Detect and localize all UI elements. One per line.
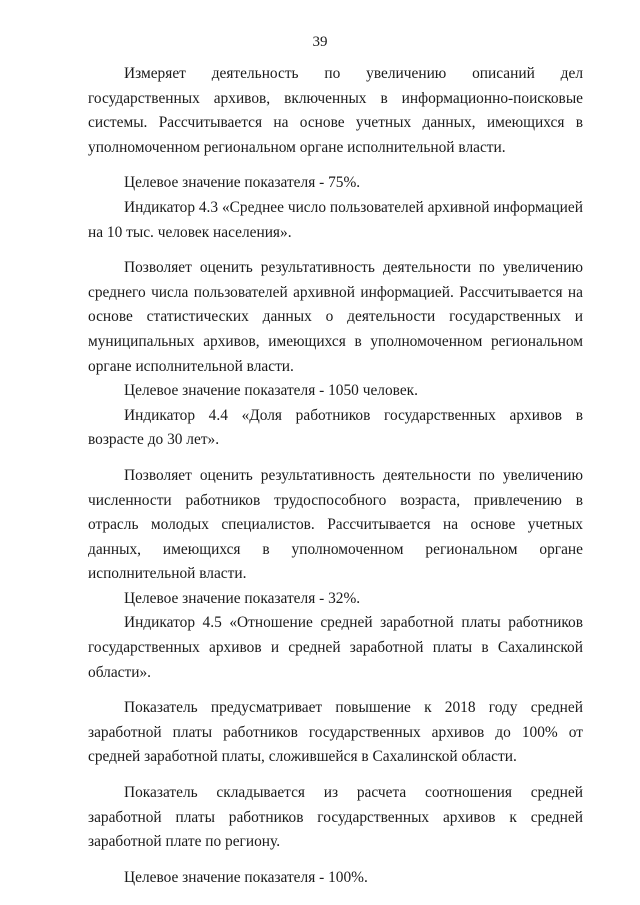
paragraph-target-value: Целевое значение показателя - 75%. — [124, 174, 361, 192]
paragraph-indicator-heading: Индикатор 4.4 «Доля работников государственных архивов в возрасте до 30 лет». — [88, 406, 583, 449]
paragraph-indicator-heading: Индикатор 4.5 «Отношение средней заработной платы работников государственных архивов и средней заработной платы в Сахалинской области». — [88, 614, 583, 681]
paragraph-archive-descriptions: Измеряет деятельность по увеличению описаний дел государственных архивов, включенных в информационно-поисковые системы. Рассчитывается на основе учетных данных, имеющихся в уполномоченном региональном органе исполнительной власти. — [88, 65, 583, 156]
page-number: 39 — [312, 34, 328, 50]
paragraph-indicator-description: Показатель предусматривает повышение к 2018 году средней заработной платы работников государственных архивов до 100% от средней заработной платы, сложившейся в Сахалинской области. — [88, 699, 583, 766]
document-body — [88, 62, 583, 890]
paragraph-target-value: Целевое значение показателя - 1050 человек. — [124, 382, 418, 400]
paragraph-indicator-description: Позволяет оценить результативность деятельности по увеличению численности работников трудоспособного возраста, привлечению в отрасль молодых специалистов. Рассчитывается на основе учетных данных, имеющихся в уполномоченном региональном органе исполнительной власти. — [88, 466, 583, 583]
paragraph-indicator-description: Позволяет оценить результативность деятельности по увеличению среднего числа пользователей архивной информацией. Рассчитывается на основе статистических данных о деятельности государственных и муниципальных архивов, имеющихся в уполномоченном региональном органе исполнительной власти. — [88, 259, 583, 375]
paragraph-target-value: Целевое значение показателя - 100%. — [124, 868, 368, 886]
paragraph-target-value: Целевое значение показателя - 32%. — [124, 589, 361, 607]
paragraph-calculation-method: Показатель складывается из расчета соотношения средней заработной платы работников государственных архивов к средней заработной плате по региону. — [88, 784, 583, 851]
paragraph-indicator-heading: Индикатор 4.3 «Среднее число пользователей архивной информацией на 10 тыс. человек населения». — [88, 198, 583, 241]
